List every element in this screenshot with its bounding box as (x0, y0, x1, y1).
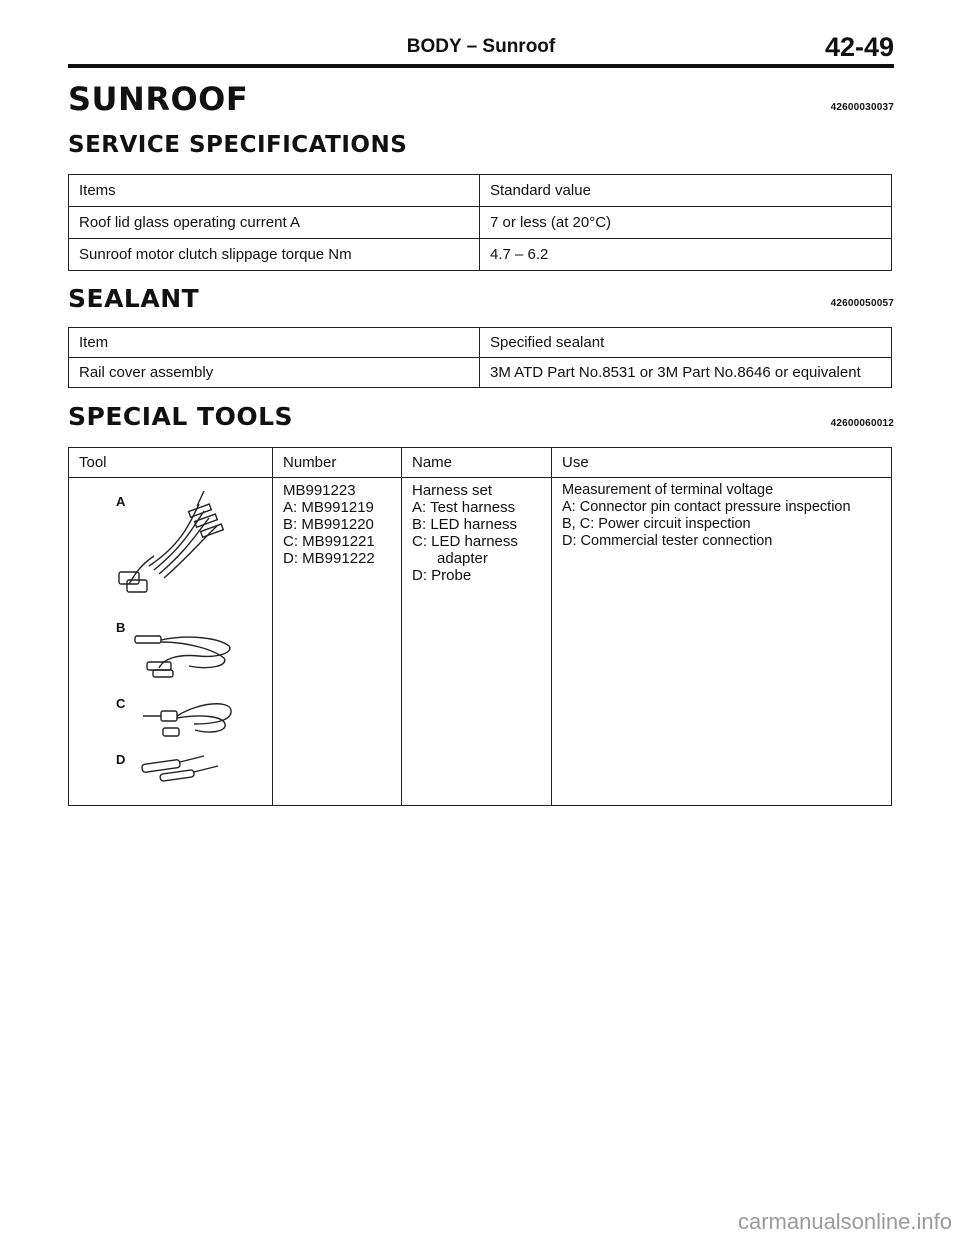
name-line: adapter (412, 550, 488, 567)
table-cell: Sunroof motor clutch slippage torque Nm (69, 239, 480, 271)
page-header (68, 30, 894, 68)
table-header-row (69, 175, 892, 207)
tool-label-a: A (116, 494, 126, 509)
tool-label-c: C (116, 696, 126, 711)
name-line: B: LED harness (412, 516, 518, 533)
section-title-sealant: SEALANT (68, 284, 200, 313)
led-harness-icon (129, 628, 239, 683)
header-cell-specified-sealant: Specified sealant (480, 328, 892, 358)
name-cell (402, 478, 552, 806)
table-row (69, 207, 892, 239)
use-line: B, C: Power circuit inspection (562, 516, 751, 532)
section-code-special-tools: 42600060012 (830, 418, 894, 429)
table-cell: Roof lid glass operating current A (69, 207, 480, 239)
number-line: MB991223 (283, 482, 356, 499)
service-specs-table (68, 174, 892, 271)
header-cell-use: Use (552, 448, 892, 478)
table-cell: Rail cover assembly (69, 358, 480, 388)
led-harness-adapter-icon (139, 694, 239, 744)
header-cell-items: Items (69, 175, 480, 207)
number-line: A: MB991219 (283, 499, 374, 516)
test-harness-icon (109, 486, 239, 596)
probe-icon (134, 750, 234, 786)
section-code-sealant: 42600050057 (830, 298, 894, 309)
header-cell-tool: Tool (69, 448, 273, 478)
table-row (69, 478, 892, 806)
section-title-service-specs: SERVICE SPECIFICATIONS (68, 132, 408, 158)
tool-label-d: D (116, 752, 126, 767)
header-title: BODY – Sunroof (406, 36, 556, 57)
number-cell (273, 478, 402, 806)
special-tools-table (68, 447, 892, 806)
use-line: D: Commercial tester connection (562, 533, 773, 549)
use-line: A: Connector pin contact pressure inspection (562, 499, 851, 515)
sealant-table (68, 327, 892, 388)
section-title-sunroof: SUNROOF (68, 80, 249, 118)
table-cell: 4.7 – 6.2 (480, 239, 892, 271)
name-line: Harness set (412, 482, 493, 499)
table-cell: 3M ATD Part No.8531 or 3M Part No.8646 or equivalent (480, 358, 892, 388)
number-line: D: MB991222 (283, 550, 375, 567)
table-row (69, 239, 892, 271)
table-cell: 7 or less (at 20°C) (480, 207, 892, 239)
header-cell-item: Item (69, 328, 480, 358)
header-cell-name: Name (402, 448, 552, 478)
header-cell-standard-value: Standard value (480, 175, 892, 207)
name-line: A: Test harness (412, 499, 516, 516)
watermark: carmanualsonline.info (737, 1209, 952, 1234)
tool-illustrations (69, 478, 272, 798)
table-header-row (69, 448, 892, 478)
number-line: C: MB991221 (283, 533, 375, 550)
section-title-special-tools: SPECIAL TOOLS (68, 402, 294, 431)
page-number: 42-49 (824, 32, 894, 62)
use-cell (552, 478, 892, 806)
number-line: B: MB991220 (283, 516, 374, 533)
header-cell-number: Number (273, 448, 402, 478)
use-line: Measurement of terminal voltage (562, 482, 774, 498)
section-code-sunroof: 42600030037 (830, 102, 894, 113)
name-line: C: LED harness (412, 533, 518, 550)
name-line: D: Probe (412, 567, 472, 584)
tool-illustration-cell (69, 478, 273, 806)
table-header-row (69, 328, 892, 358)
table-row (69, 358, 892, 388)
tool-label-b: B (116, 620, 126, 635)
